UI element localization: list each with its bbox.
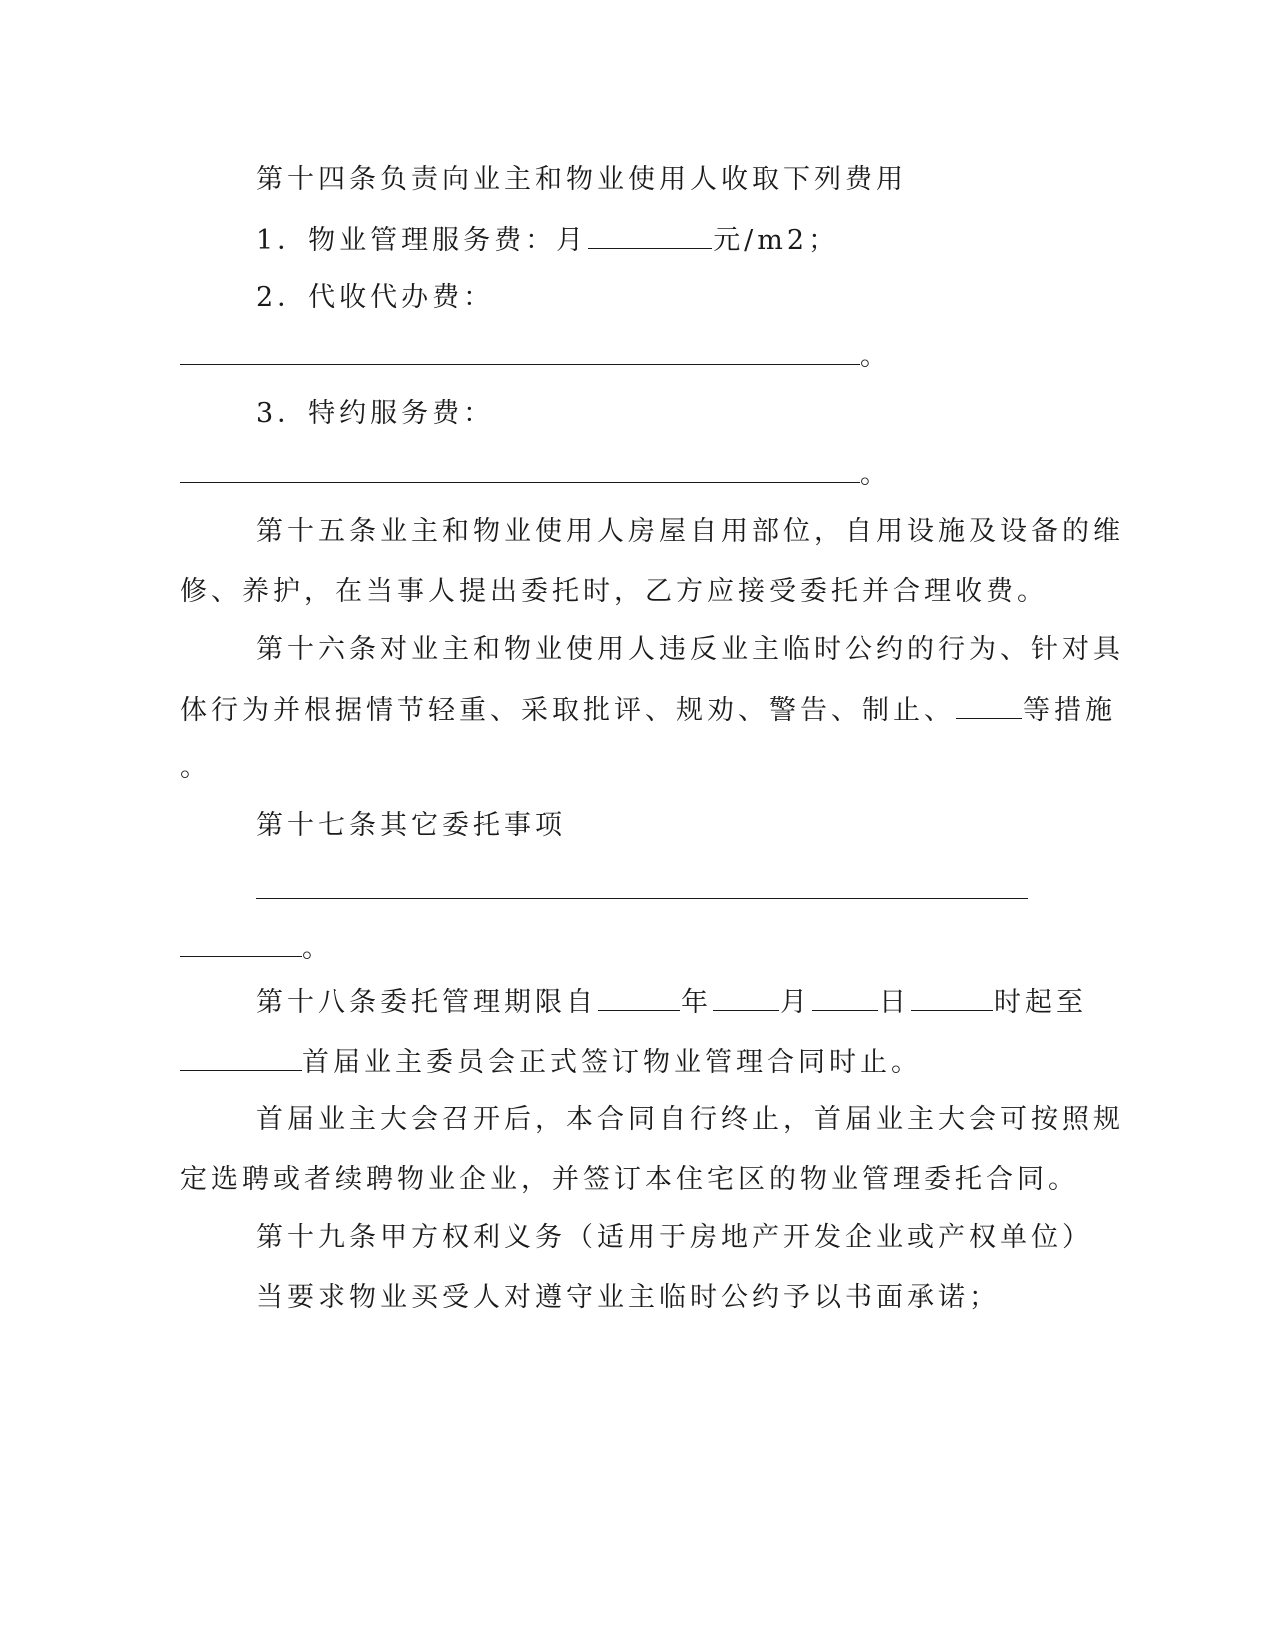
article-16-line-3: 。 <box>180 752 211 783</box>
article-18-line-1: 第十八条委托管理期限自 年 月 日 时起至 <box>256 982 1156 1023</box>
article-16-line-2: 体行为并根据情节轻重、采取批评、规劝、警告、制止、 等措施 <box>180 690 1080 731</box>
start-hour-blank <box>911 982 993 1011</box>
article-18-line-2: 首届业主委员会正式签订物业管理合同时止。 <box>180 1042 1080 1083</box>
article-14-title: 第十四条负责向业主和物业使用人收取下列费用 <box>256 164 907 195</box>
start-day-blank <box>812 982 878 1011</box>
special-fee-blank <box>180 454 860 483</box>
measures-blank <box>956 690 1022 719</box>
article-15-line-2: 修、养护，在当事人提出委托时，乙方应接受委托并合理收费。 <box>180 576 1048 607</box>
article-17-blank-end: 。 <box>180 928 1080 969</box>
other-matters-blank-tail <box>180 928 302 957</box>
article-19-title: 第十九条甲方权利义务（适用于房地产开发企业或产权单位） <box>256 1222 1093 1253</box>
item-3-special-fee: 3．特约服务费： <box>256 398 495 429</box>
article-17-title: 第十七条其它委托事项 <box>256 810 566 841</box>
agency-fee-blank <box>180 336 860 365</box>
fee-blank <box>588 220 712 249</box>
item-2-blank-line: 。 <box>180 336 1080 377</box>
end-date-blank <box>180 1042 302 1071</box>
item-1-management-fee: 1．物业管理服务费：月 元/m2； <box>256 220 1156 261</box>
article-16-line-1: 第十六条对业主和物业使用人违反业主临时公约的行为、针对具 <box>256 634 1124 665</box>
start-year-blank <box>598 982 680 1011</box>
start-month-blank <box>713 982 779 1011</box>
article-19-line-1: 当要求物业买受人对遵守业主临时公约予以书面承诺； <box>256 1282 1000 1313</box>
article-17-blank-line <box>256 870 1156 911</box>
paragraph-line-2: 定选聘或者续聘物业企业，并签订本住宅区的物业管理委托合同。 <box>180 1164 1079 1195</box>
item-3-blank-line: 。 <box>180 454 1080 495</box>
paragraph-line-1: 首届业主大会召开后，本合同自行终止，首届业主大会可按照规 <box>256 1104 1124 1135</box>
item-2-agency-fee: 2．代收代办费： <box>256 282 495 313</box>
article-15-line-1: 第十五条业主和物业使用人房屋自用部位，自用设施及设备的维 <box>256 516 1124 547</box>
other-matters-blank <box>256 870 1028 899</box>
